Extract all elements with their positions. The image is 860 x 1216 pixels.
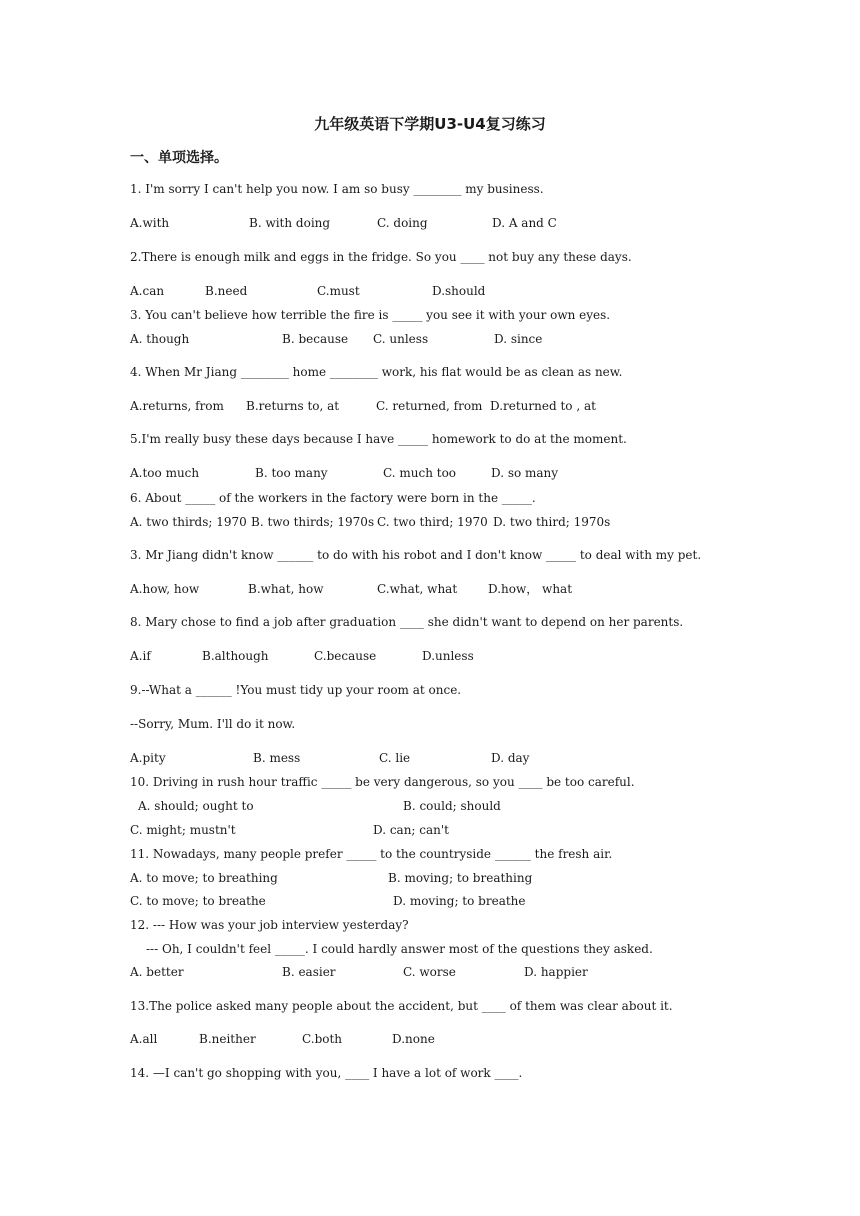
option-c: C.because [314,649,377,663]
option-c: C. two third; 1970 [377,515,488,529]
option-b: B. mess [253,751,301,765]
option-a: A.all [130,1032,158,1046]
option-b: B.although [202,649,269,663]
option-b: B. could; should [403,799,501,813]
question-9: 9.--What a ______ !You must tidy up your room at once. [130,683,462,697]
option-b: B.returns to, at [246,399,340,413]
question-7: 3. Mr Jiang didn't know ______ to do with his robot and I don't know _____ to deal with my pet. [130,548,702,562]
option-d: D.unless [422,649,474,663]
option-a: A.how, how [130,582,200,596]
question-1: 1. I'm sorry I can't help you now. I am so busy ________ my business. [130,182,544,196]
question-12: 12. --- How was your job interview yesterday? [130,918,409,932]
option-b: B. moving; to breathing [388,871,533,885]
option-b: B. with doing [249,216,331,230]
option-c: C. lie [379,751,411,765]
option-c: C.what, what [377,582,458,596]
option-a: A.with [130,216,170,230]
question-9-reply: --Sorry, Mum. I'll do it now. [130,717,296,731]
option-a: A.too much [130,466,200,480]
option-d: D.returned to , at [490,399,596,413]
section-heading: 一、单项选择。 [130,150,228,166]
option-b: B. too many [255,466,328,480]
question-6: 6. About _____ of the workers in the factory were born in the _____. [130,491,536,505]
option-d: D. since [494,332,543,346]
option-b: B.need [205,284,248,298]
option-d: D. can; can't [373,823,450,837]
option-d: D.none [392,1032,435,1046]
option-c: C.must [317,284,360,298]
option-c: C. doing [377,216,428,230]
option-c: C. worse [403,965,456,979]
option-a: A.if [130,649,151,663]
option-c: C. might; mustn't [130,823,236,837]
question-11: 11. Nowadays, many people prefer _____ to the countryside ______ the fresh air. [130,847,613,861]
option-c: C. much too [383,466,457,480]
option-d: D. two third; 1970s [493,515,611,529]
option-c: C.both [302,1032,343,1046]
option-d: D.how， what [488,582,573,596]
option-d: D.should [432,284,486,298]
option-a: A. to move; to breathing [130,871,278,885]
option-a: A. two thirds; 1970 [130,515,247,529]
option-b: B. because [282,332,349,346]
option-c: C. unless [373,332,429,346]
option-a: A. should; ought to [138,799,254,813]
option-b: B. easier [282,965,336,979]
option-d: D. A and C [492,216,557,230]
question-12-reply: --- Oh, I couldn't feel _____. I could hardly answer most of the questions they asked. [146,942,653,956]
option-a: A.can [130,284,165,298]
question-14: 14. —I can't go shopping with you, ____ I have a lot of work ____. [130,1066,523,1080]
option-d: D. day [491,751,530,765]
question-10: 10. Driving in rush hour traffic _____ be very dangerous, so you ____ be too careful. [130,775,635,789]
option-b: B.neither [199,1032,256,1046]
option-a: A.returns, from [130,399,224,413]
page-title: 九年级英语下学期U3-U4复习练习 [314,115,546,133]
option-a: A.pity [130,751,166,765]
option-a: A. though [130,332,190,346]
question-5: 5.I'm really busy these days because I have _____ homework to do at the moment. [130,432,627,446]
option-b: B.what, how [248,582,324,596]
question-8: 8. Mary chose to find a job after graduation ____ she didn't want to depend on her parents. [130,615,684,629]
option-a: A. better [130,965,184,979]
option-b: B. two thirds; 1970s [251,515,375,529]
option-d: D. happier [524,965,588,979]
option-c: C. to move; to breathe [130,894,266,908]
question-13: 13.The police asked many people about the accident, but ____ of them was clear about it. [130,999,673,1013]
option-d: D. moving; to breathe [393,894,526,908]
question-2: 2.There is enough milk and eggs in the fridge. So you ____ not buy any these days. [130,250,632,264]
question-4: 4. When Mr Jiang ________ home ________ work, his flat would be as clean as new. [130,365,623,379]
option-c: C. returned, from [376,399,483,413]
option-d: D. so many [491,466,559,480]
question-3: 3. You can't believe how terrible the fire is _____ you see it with your own eyes. [130,308,611,322]
